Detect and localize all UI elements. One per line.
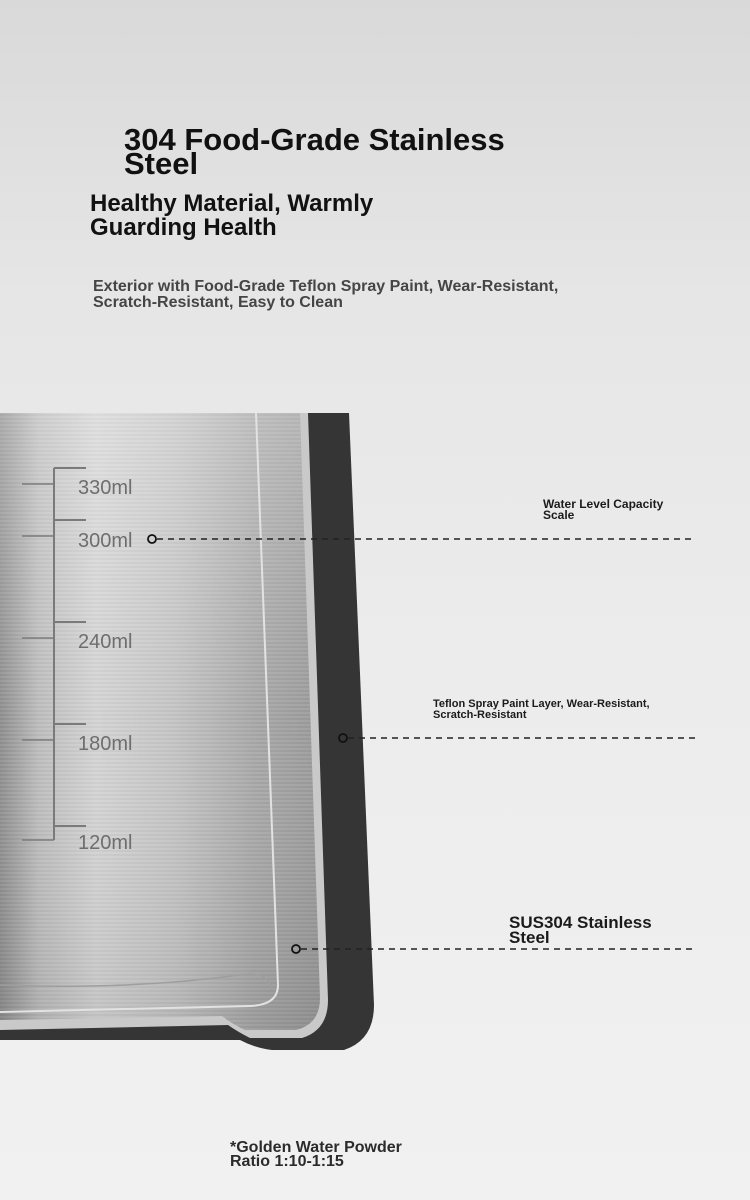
callout-water-level-scale: Water Level Capacity Scale	[543, 497, 664, 522]
main-title: 304 Food-Grade Stainless Steel	[124, 122, 505, 181]
callout-teflon-layer: Teflon Spray Paint Layer, Wear-Resistant, Scratch-Resistant	[433, 698, 650, 721]
scale-mark-330: 330ml	[78, 477, 133, 499]
scale-mark-120: 120ml	[78, 832, 133, 854]
scale-mark-240: 240ml	[78, 631, 133, 653]
footnote-ratio: *Golden Water Powder Ratio 1:10-1:15	[230, 1139, 402, 1170]
scale-mark-180: 180ml	[78, 733, 133, 755]
description-text: Exterior with Food-Grade Teflon Spray Paint, Wear-Resistant, Scratch-Resistant, Easy to Clean	[93, 278, 559, 311]
callout-stainless-steel: SUS304 Stainless Steel	[509, 913, 652, 947]
scale-mark-300: 300ml	[78, 530, 133, 552]
subtitle: Healthy Material, Warmly Guarding Health	[90, 190, 374, 241]
callout-line-teflon	[339, 734, 695, 742]
